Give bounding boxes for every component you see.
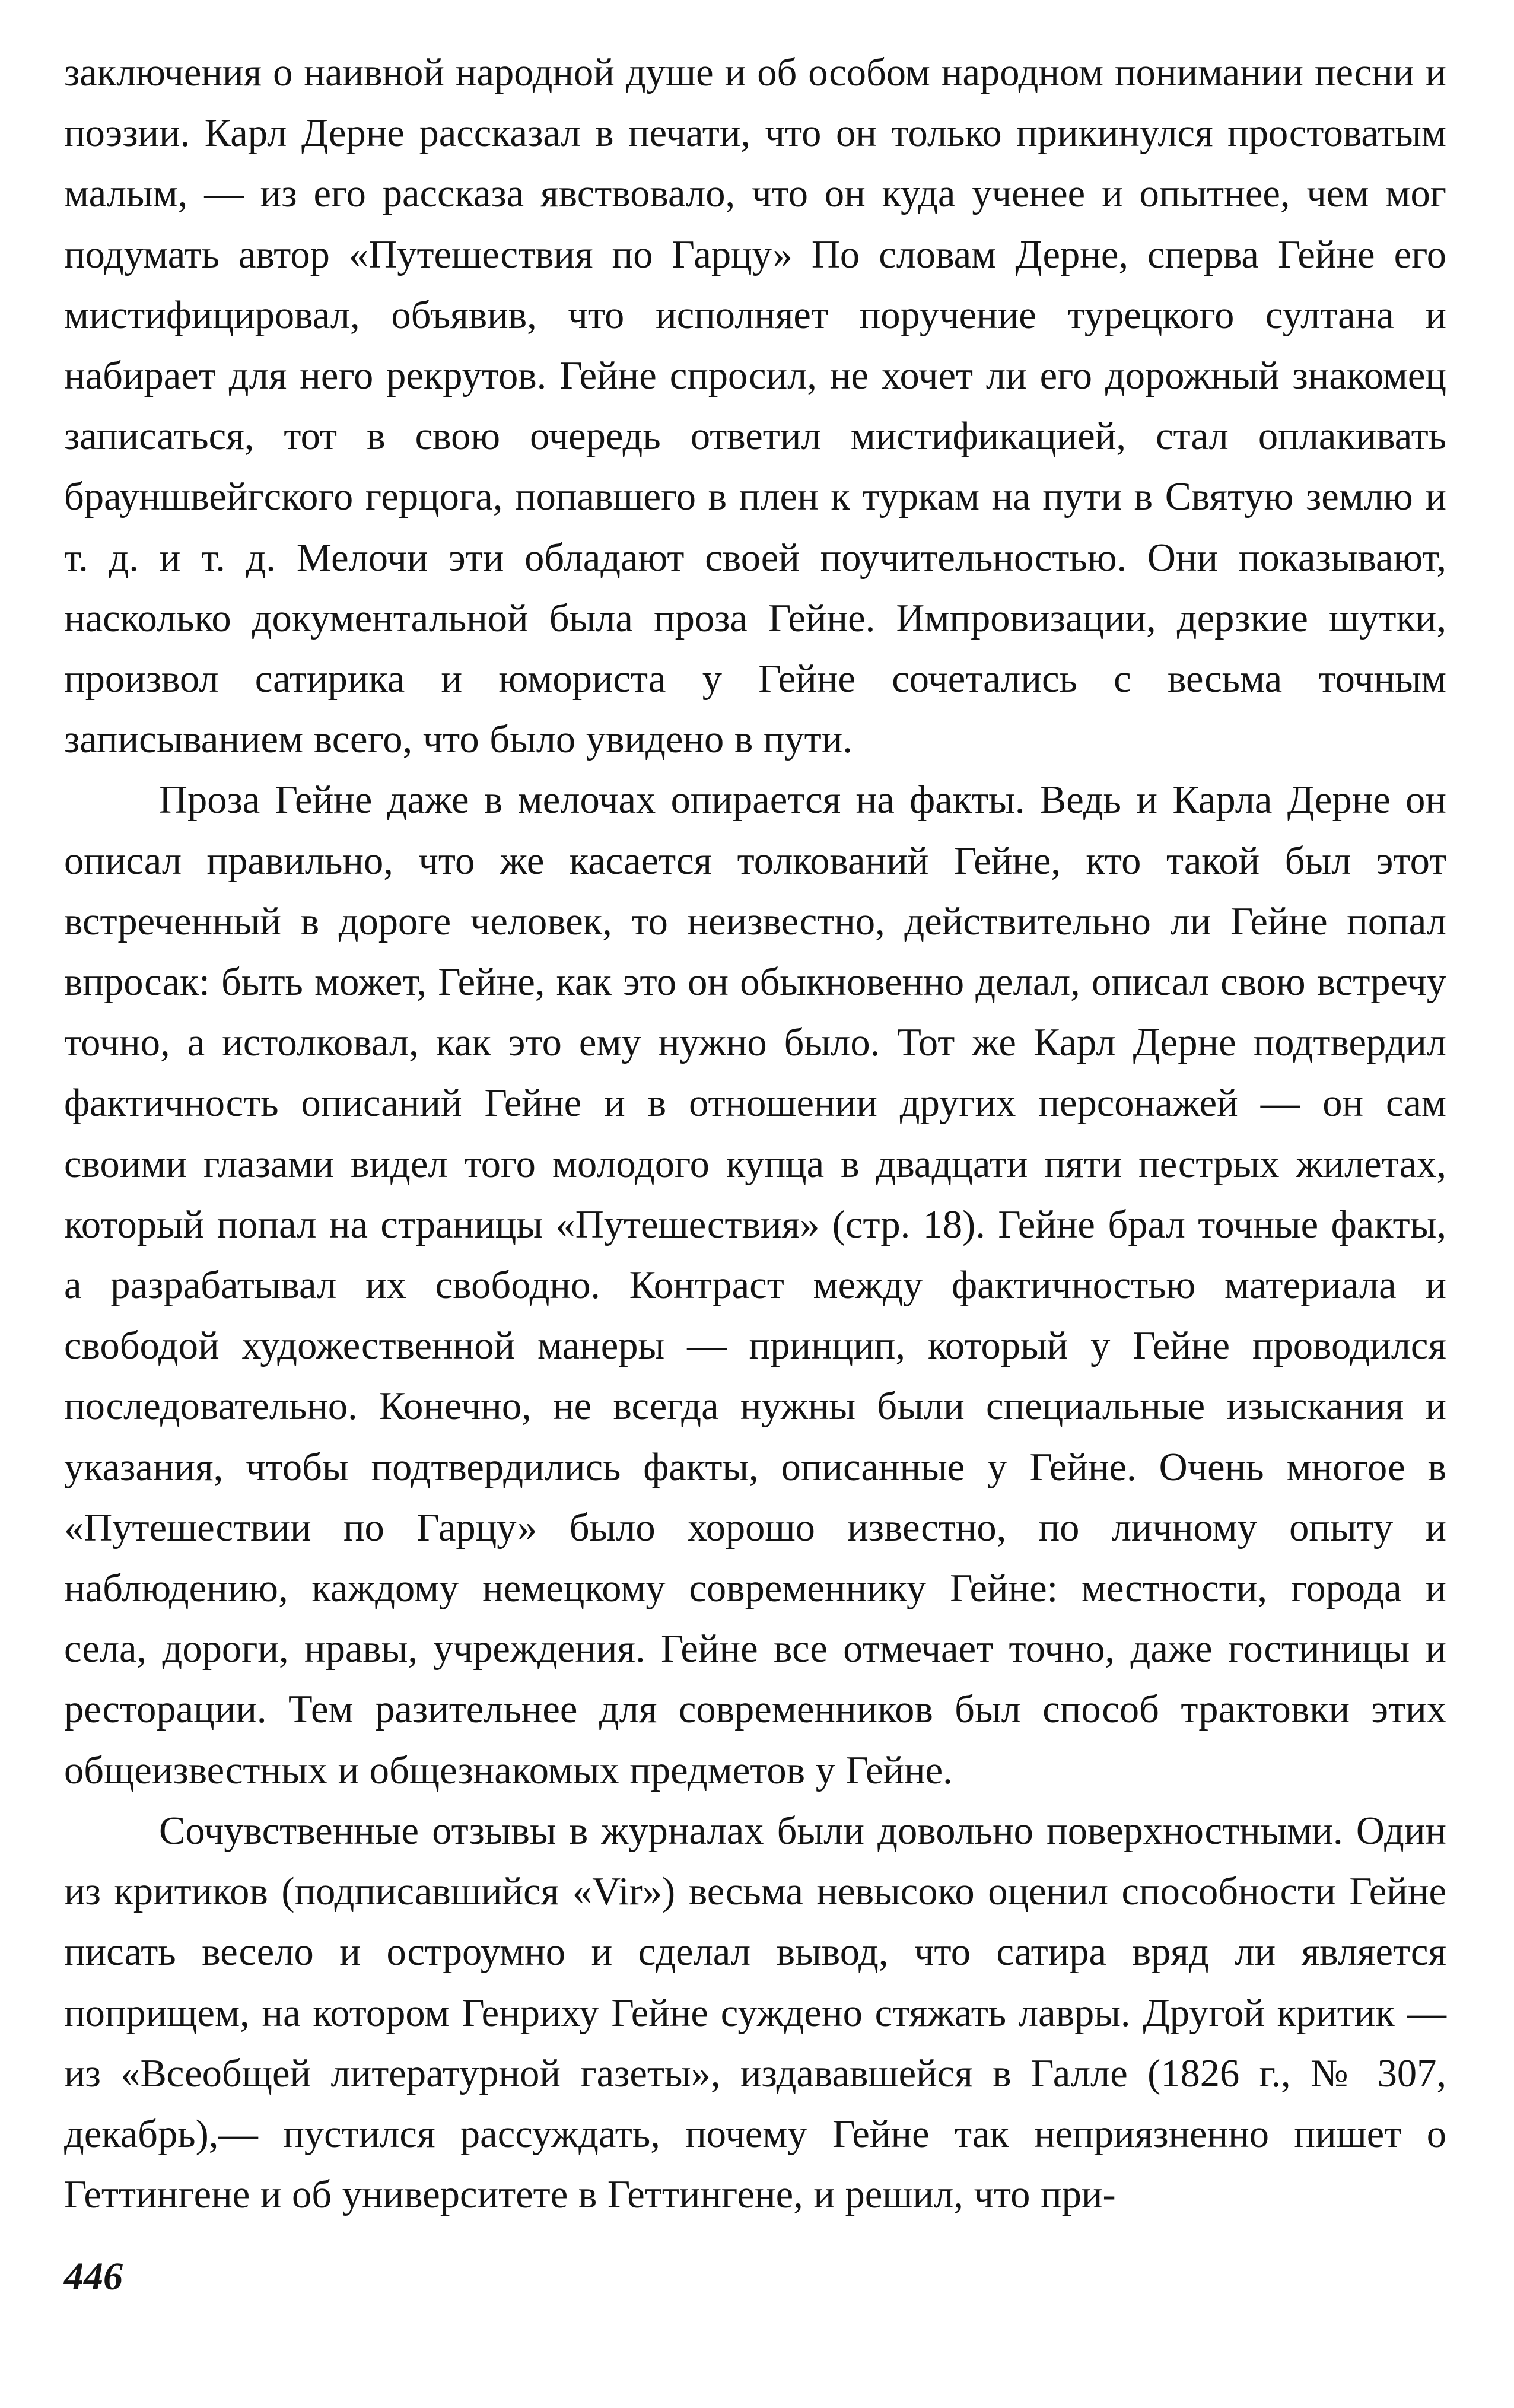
page-number: 446 — [64, 2255, 123, 2298]
book-page — [64, 43, 1446, 2225]
paragraph-1: заключения о наивной народной душе и об особом народном понимании песни и поэзии. Карл Дерне рассказал в печати, что он только прикинулся простоватым малым, — из его рассказа явствовало, что он куда ученее и опытнее, чем мог подумать автор «Путешествия по Гарцу» По словам Дерне, сперва Гейне его мистифицировал, объявив, что исполняет поручение турецкого султана и набирает для него рекрутов. Гейне спросил, не хочет ли его дорожный знакомец записаться, тот в свою очередь ответил мистификацией, стал оплакивать брауншвейгского герцога, попавшего в плен к туркам на пути в Святую землю и т. д. и т. д. Мелочи эти обладают своей поучительностью. Они показывают, насколько документальной была проза Гейне. Импровизации, дерзкие шутки, произвол сатирика и юмориста у Гейне сочетались с весьма точным записыванием всего, что было увидено в пути. — [64, 51, 1446, 762]
paragraph-2: Проза Гейне даже в мелочах опирается на факты. Ведь и Карла Дерне он описал правильно, что же касается толкований Гейне, кто такой был этот встреченный в дороге человек, то неизвестно, действительно ли Гейне попал впросак: быть может, Гейне, как это он обыкновенно делал, описал свою встречу точно, а истолковал, как это ему нужно было. Тот же Карл Дерне подтвердил фактичность описаний Гейне и в отношении других персонажей — он сам своими глазами видел того молодого купца в двадцати пяти пестрых жилетах, который попал на страницы «Путешествия» (стр. 18). Гейне брал точные факты, а разрабатывал их свободно. Контраст между фактичностью материала и свободой художественной манеры — принцип, который у Гейне проводился последовательно. Конечно, не всегда нужны были специальные изыскания и указания, чтобы подтвердились факты, описанные у Гейне. Очень многое в «Путешествии по Гарцу» было хорошо известно, по личному опыту и наблюдению, каждому немецкому современнику Гейне: местности, города и села, дороги, нравы, учреждения. Гейне все отмечает точно, даже гостиницы и ресторации. Тем разительнее для современников был способ трактовки этих общеизвестных и общезнакомых предметов у Гейне. — [64, 778, 1446, 1792]
paragraph-3: Сочувственные отзывы в журналах были довольно поверхностными. Один из критиков (подписавшийся «Vir») весьма невысоко оценил способности Гейне писать весело и остроумно и сделал вывод, что сатира вряд ли является поприщем, на котором Генриху Гейне суждено стяжать лавры. Другой критик — из «Всеобщей литературной газеты», издававшейся в Галле (1826 г., № 307, декабрь),— пустился рассуждать, почему Гейне так неприязненно пишет о Геттингене и об университете в Геттингене, и решил, что при- — [64, 1809, 1446, 2217]
